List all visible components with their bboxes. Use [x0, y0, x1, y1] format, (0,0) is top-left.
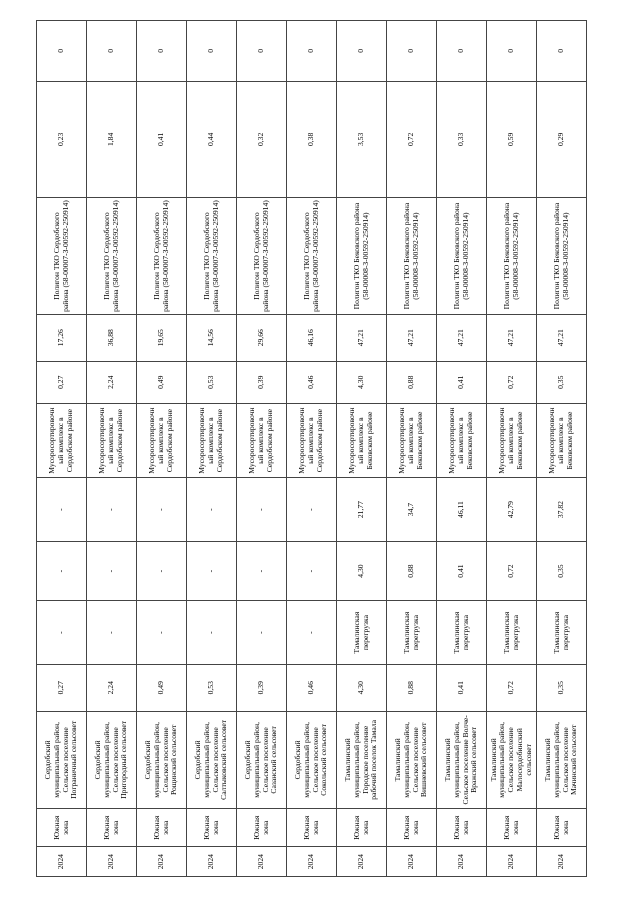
cell-vol2: - — [137, 478, 187, 542]
cell-sort-in: 0,49 — [137, 361, 187, 403]
cell-oper: - — [137, 601, 187, 665]
cell-sort-in: 0,27 — [37, 361, 87, 403]
cell-landfill: Полигон ТКО Бековского района (58-00008-З-00592-250914) — [537, 198, 587, 315]
cell-vol2: - — [237, 478, 287, 542]
cell-pct: 14,56 — [187, 314, 237, 361]
cell-vol1: - — [37, 541, 87, 600]
table-row — [537, 21, 587, 877]
cell-other: 0 — [437, 21, 487, 82]
cell-to-landfill: 0,29 — [537, 81, 587, 198]
cell-sort-in: 0,41 — [437, 361, 487, 403]
cell-oper: - — [37, 601, 87, 665]
cell-total: 0,41 — [437, 664, 487, 711]
cell-mun: Тамалинский муниципальный район, Сельское поселение Малосердобинский сельсовет — [487, 711, 537, 809]
cell-zone: Южная зона — [437, 809, 487, 847]
cell-landfill: Полигон ТКО Сердобского района (58-00007-З-00592-250914) — [137, 198, 187, 315]
cell-to-landfill: 0,38 — [287, 81, 337, 198]
cell-landfill: Полигон ТКО Бековского района (58-00008-З-00592-250914) — [437, 198, 487, 315]
cell-other: 0 — [187, 21, 237, 82]
table-row — [437, 21, 487, 877]
cell-mun: Сердобский муниципальный район, Сельское поселение Салтыковский сельсовет — [187, 711, 237, 809]
cell-pct: 29,66 — [237, 314, 287, 361]
cell-total: 0,53 — [187, 664, 237, 711]
cell-oper: - — [187, 601, 237, 665]
cell-vol1: 4,30 — [337, 541, 387, 600]
cell-vol2: 34,7 — [387, 478, 437, 542]
cell-total: 0,46 — [287, 664, 337, 711]
cell-mun: Тамалинский муниципальный район, Городское поселение рабочий поселок Тамала — [337, 711, 387, 809]
cell-oper: Тамалинская перегрузка — [487, 601, 537, 665]
cell-other: 0 — [537, 21, 587, 82]
cell-vol1: 0,41 — [437, 541, 487, 600]
cell-vol1: 0,35 — [537, 541, 587, 600]
cell-mun: Сердобский муниципальный район, Сельское поселение Рощинский сельсовет — [137, 711, 187, 809]
cell-to-landfill: 0,72 — [387, 81, 437, 198]
cell-to-landfill: 0,23 — [37, 81, 87, 198]
cell-to-landfill: 3,53 — [337, 81, 387, 198]
cell-pct: 47,21 — [387, 314, 437, 361]
table-row — [37, 21, 87, 877]
cell-vol1: - — [87, 541, 137, 600]
cell-mun: Тамалинский муниципальный район, Сельское поселение Мачинский сельсовет — [537, 711, 587, 809]
cell-year: 2024 — [237, 847, 287, 877]
cell-oper: Тамалинская перегрузка — [537, 601, 587, 665]
cell-oper: Тамалинская перегрузка — [437, 601, 487, 665]
cell-total: 0,35 — [537, 664, 587, 711]
cell-year: 2024 — [437, 847, 487, 877]
cell-oper: - — [87, 601, 137, 665]
cell-to-landfill: 1,84 — [87, 81, 137, 198]
cell-total: 2,24 — [87, 664, 137, 711]
cell-vol2: 21,77 — [337, 478, 387, 542]
cell-other: 0 — [87, 21, 137, 82]
table-body — [37, 21, 587, 877]
cell-zone: Южная зона — [387, 809, 437, 847]
cell-pct: 47,21 — [337, 314, 387, 361]
cell-pct: 17,26 — [37, 314, 87, 361]
cell-year: 2024 — [87, 847, 137, 877]
cell-pct: 47,21 — [487, 314, 537, 361]
cell-oper: - — [237, 601, 287, 665]
cell-facility: Мусоросортировочный комплекс в Сердобском районе — [237, 403, 287, 477]
cell-facility: Мусоросортировочный комплекс в Бековском районе — [387, 403, 437, 477]
cell-vol2: 37,82 — [537, 478, 587, 542]
cell-landfill: Полигон ТКО Сердобского района (58-00007-З-00592-250914) — [87, 198, 137, 315]
cell-other: 0 — [37, 21, 87, 82]
cell-mun: Сердобский муниципальный район, Сельское поселение Сазанский сельсовет — [237, 711, 287, 809]
cell-oper: - — [287, 601, 337, 665]
cell-vol1: 0,88 — [387, 541, 437, 600]
cell-landfill: Полигон ТКО Сердобского района (58-00007-З-00592-250914) — [237, 198, 287, 315]
cell-zone: Южная зона — [337, 809, 387, 847]
cell-vol2: - — [37, 478, 87, 542]
cell-zone: Южная зона — [187, 809, 237, 847]
cell-other: 0 — [387, 21, 437, 82]
cell-to-landfill: 0,33 — [437, 81, 487, 198]
cell-facility: Мусоросортировочный комплекс в Бековском районе — [487, 403, 537, 477]
cell-total: 0,39 — [237, 664, 287, 711]
cell-sort-in: 2,24 — [87, 361, 137, 403]
cell-to-landfill: 0,59 — [487, 81, 537, 198]
cell-pct: 47,21 — [537, 314, 587, 361]
cell-year: 2024 — [337, 847, 387, 877]
cell-pct: 47,21 — [437, 314, 487, 361]
cell-sort-in: 0,35 — [537, 361, 587, 403]
cell-pct: 46,16 — [287, 314, 337, 361]
cell-facility: Мусоросортировочный комплекс в Сердобском районе — [187, 403, 237, 477]
cell-vol2: 42,79 — [487, 478, 537, 542]
cell-sort-in: 0,88 — [387, 361, 437, 403]
cell-mun: Тамалинский муниципальный район, Сельское поселение Волче-Вражский сельсовет — [437, 711, 487, 809]
cell-landfill: Полигон ТКО Сердобского района (58-00007-З-00592-250914) — [37, 198, 87, 315]
cell-zone: Южная зона — [87, 809, 137, 847]
cell-vol1: 0,72 — [487, 541, 537, 600]
cell-facility: Мусоросортировочный комплекс в Бековском районе — [337, 403, 387, 477]
cell-year: 2024 — [137, 847, 187, 877]
table-row — [187, 21, 237, 877]
cell-sort-in: 0,72 — [487, 361, 537, 403]
cell-facility: Мусоросортировочный комплекс в Сердобском районе — [137, 403, 187, 477]
cell-year: 2024 — [187, 847, 237, 877]
cell-year: 2024 — [537, 847, 587, 877]
cell-vol2: - — [87, 478, 137, 542]
cell-pct: 19,65 — [137, 314, 187, 361]
cell-facility: Мусоросортировочный комплекс в Сердобском районе — [287, 403, 337, 477]
cell-total: 0,72 — [487, 664, 537, 711]
table-row — [87, 21, 137, 877]
cell-sort-in: 0,46 — [287, 361, 337, 403]
cell-landfill: Полигон ТКО Бековского района (58-00008-З-00592-250914) — [487, 198, 537, 315]
table-row — [337, 21, 387, 877]
cell-to-landfill: 0,32 — [237, 81, 287, 198]
table-row — [137, 21, 187, 877]
cell-sort-in: 0,53 — [187, 361, 237, 403]
table-row — [237, 21, 287, 877]
cell-total: 0,27 — [37, 664, 87, 711]
cell-vol1: - — [237, 541, 287, 600]
cell-other: 0 — [237, 21, 287, 82]
cell-zone: Южная зона — [137, 809, 187, 847]
cell-vol1: - — [287, 541, 337, 600]
cell-zone: Южная зона — [237, 809, 287, 847]
cell-facility: Мусоросортировочный комплекс в Сердобском районе — [87, 403, 137, 477]
cell-year: 2024 — [487, 847, 537, 877]
cell-total: 0,49 — [137, 664, 187, 711]
cell-mun: Сердобский муниципальный район, Сельское поселение Сокольский сельсовет — [287, 711, 337, 809]
cell-vol2: 46,11 — [437, 478, 487, 542]
cell-year: 2024 — [287, 847, 337, 877]
cell-mun: Сердобский муниципальный район, Сельское поселение Пригородный сельсовет — [87, 711, 137, 809]
cell-zone: Южная зона — [487, 809, 537, 847]
cell-pct: 36,88 — [87, 314, 137, 361]
cell-vol2: - — [287, 478, 337, 542]
cell-landfill: Полигон ТКО Сердобского района (58-00007-З-00592-250914) — [287, 198, 337, 315]
cell-facility: Мусоросортировочный комплекс в Бековском районе — [537, 403, 587, 477]
cell-mun: Сердобский муниципальный район, Сельское поселение Пограничный сельсовет — [37, 711, 87, 809]
cell-year: 2024 — [387, 847, 437, 877]
cell-year: 2024 — [37, 847, 87, 877]
cell-facility: Мусоросортировочный комплекс в Бековском районе — [437, 403, 487, 477]
table-row — [287, 21, 337, 877]
cell-vol2: - — [187, 478, 237, 542]
cell-other: 0 — [487, 21, 537, 82]
cell-landfill: Полигон ТКО Бековского района (58-00008-З-00592-250914) — [337, 198, 387, 315]
cell-landfill: Полигон ТКО Бековского района (58-00008-З-00592-250914) — [387, 198, 437, 315]
cell-vol1: - — [187, 541, 237, 600]
cell-vol1: - — [137, 541, 187, 600]
cell-oper: Тамалинская перегрузка — [337, 601, 387, 665]
cell-facility: Мусоросортировочный комплекс в Сердобском районе — [37, 403, 87, 477]
table-row — [387, 21, 437, 877]
cell-sort-in: 4,30 — [337, 361, 387, 403]
cell-landfill: Полигон ТКО Сердобского района (58-00007-З-00592-250914) — [187, 198, 237, 315]
cell-zone: Южная зона — [287, 809, 337, 847]
cell-total: 4,30 — [337, 664, 387, 711]
table-row — [487, 21, 537, 877]
cell-sort-in: 0,39 — [237, 361, 287, 403]
cell-to-landfill: 0,44 — [187, 81, 237, 198]
cell-total: 0,88 — [387, 664, 437, 711]
cell-to-landfill: 0,41 — [137, 81, 187, 198]
cell-mun: Тамалинский муниципальный район, Сельское поселение Вишневский сельсовет — [387, 711, 437, 809]
cell-zone: Южная зона — [37, 809, 87, 847]
rotated-page — [36, 20, 586, 877]
cell-zone: Южная зона — [537, 809, 587, 847]
cell-oper: Тамалинская перегрузка — [387, 601, 437, 665]
cell-other: 0 — [137, 21, 187, 82]
waste-flow-table — [36, 20, 587, 877]
cell-other: 0 — [287, 21, 337, 82]
cell-other: 0 — [337, 21, 387, 82]
